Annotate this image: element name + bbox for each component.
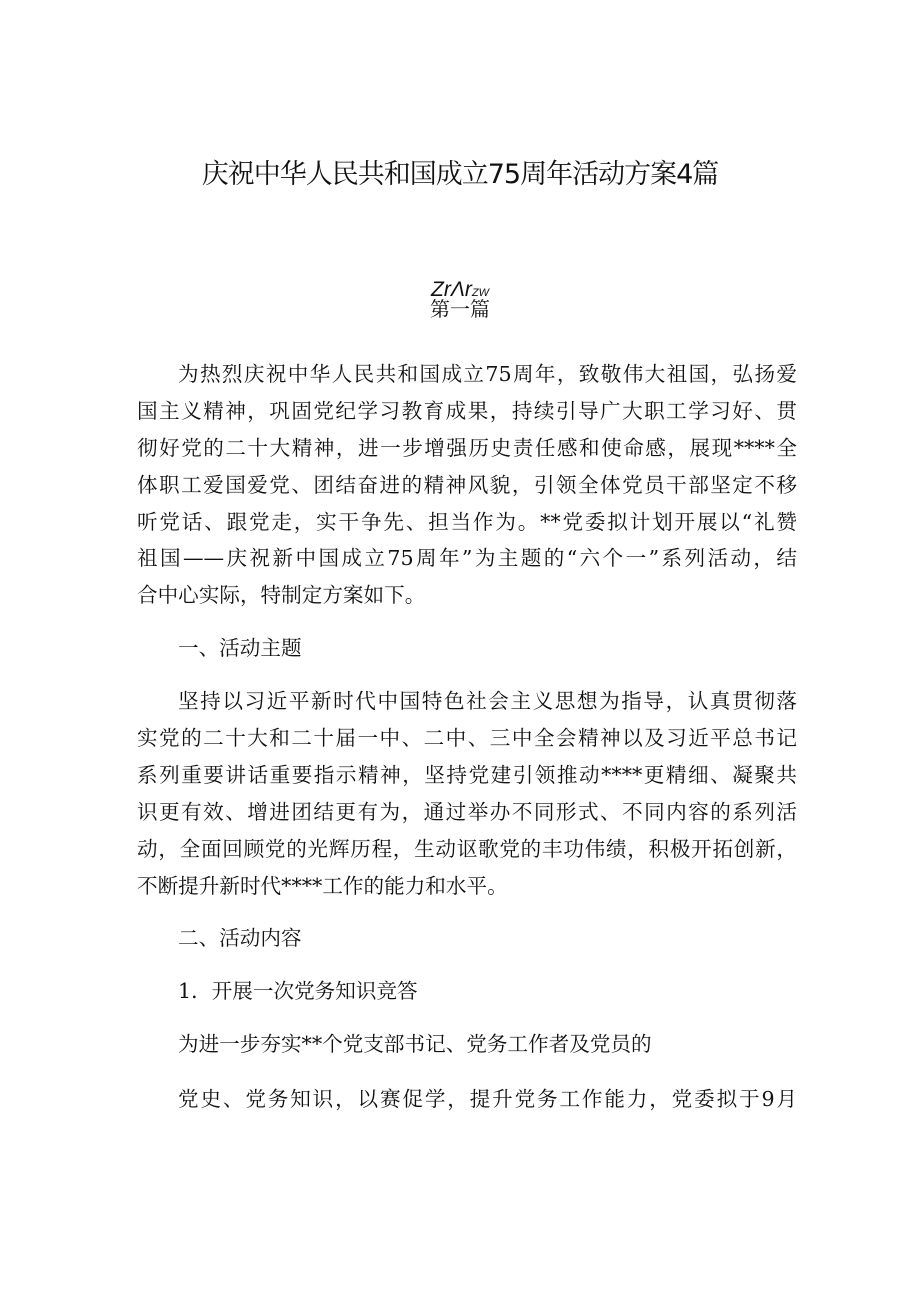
paragraph-line: 党史、党务知识，以赛促学，提升党务工作能力，党委拟于9月 xyxy=(178,1087,797,1112)
paragraph-line: 合中心实际，特制定方案如下。 xyxy=(137,583,426,608)
paragraph-line: 动，全面回顾党的光辉历程，生动讴歌党的丰功伟绩，积极开拓创新， xyxy=(137,836,797,861)
paragraph-line: 国主义精神，巩固党纪学习教育成果，持续引导广大职工学习好、贯 xyxy=(137,398,797,423)
paragraph-line: 祖国——庆祝新中国成立75周年”为主题的“六个一”系列活动，结 xyxy=(137,546,797,571)
paragraph-line: 实党的二十大和二十届一中、二中、三中全会精神以及习近平总书记 xyxy=(137,726,797,751)
heading-activity-content: 二、活动内容 xyxy=(178,926,302,951)
section-title: 第一篇 xyxy=(430,297,490,321)
intro-paragraph xyxy=(137,356,797,614)
paragraph-line: 体职工爱国爱党、团结奋进的精神风貌，引领全体党员干部坚定不移 xyxy=(137,472,797,497)
heading-activity-theme: 一、活动主题 xyxy=(178,636,302,661)
paragraph-line: 识更有效、增进团结更有为，通过举办不同形式、不同内容的系列活 xyxy=(137,799,797,824)
paragraph-line: 系列重要讲话重要指示精神，坚持党建引领推动****更精细、凝聚共 xyxy=(137,762,797,787)
paragraph-line: 不断提升新时代****工作的能力和水平。 xyxy=(137,873,508,898)
paragraph-line: 彻好党的二十大精神，进一步增强历史责任感和使命感，展现****全 xyxy=(137,435,797,460)
ocr-artifact-main: ZrΛr xyxy=(431,278,472,301)
paragraph-line: 为进一步夯实**个党支部书记、党务工作者及党员的 xyxy=(178,1032,652,1057)
paragraph-line: 听党话、跟党走，实干争先、担当作为。**党委拟计划开展以“礼赞 xyxy=(137,509,797,534)
ocr-artifact-small: ZW xyxy=(471,287,489,299)
subheading-quiz: 1．开展一次党务知识竞答 xyxy=(178,979,418,1004)
document-title: 庆祝中华人民共和国成立75周年活动方案4篇 xyxy=(201,159,719,190)
theme-paragraph xyxy=(137,683,797,904)
document-body xyxy=(137,356,797,1118)
paragraph-line: 坚持以习近平新时代中国特色社会主义思想为指导，认真贯彻落 xyxy=(178,689,797,714)
paragraph-line: 为热烈庆祝中华人民共和国成立75周年，致敬伟大祖国，弘扬爱 xyxy=(178,362,797,386)
content-paragraph xyxy=(137,1026,797,1118)
